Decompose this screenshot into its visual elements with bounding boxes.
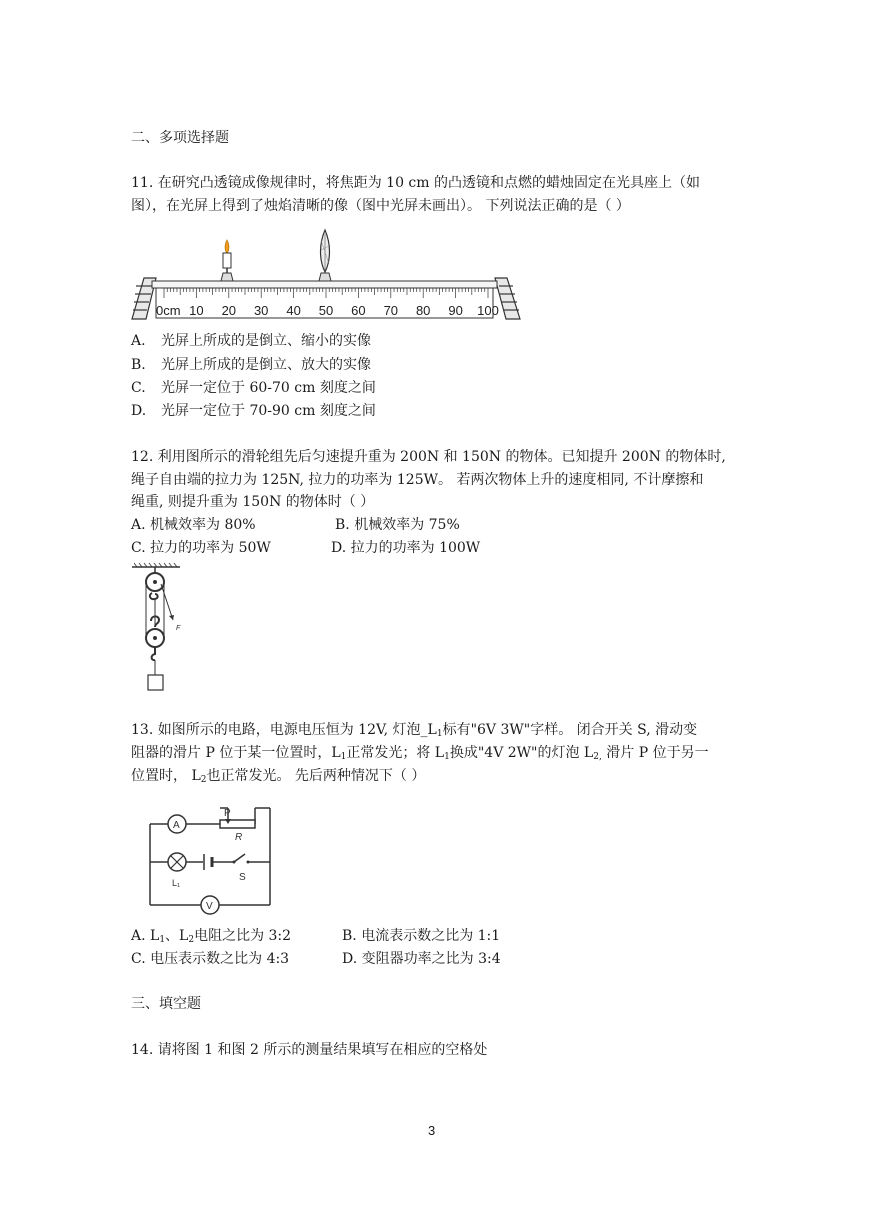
q11-option-b-letter: B. bbox=[131, 357, 146, 373]
q13-sub-l2-a: 2, bbox=[593, 752, 602, 762]
q14-stem: 14. 请将图 1 和图 2 所示的测量结果填写在相应的空格处 bbox=[131, 1042, 488, 1058]
bench-scale-label: 40 bbox=[286, 303, 301, 318]
q13-option-d[interactable]: D. 变阻器功率之比为 3:4 bbox=[342, 951, 501, 967]
bench-scale-label: 80 bbox=[415, 303, 431, 318]
q13-option-a-sub1: 1 bbox=[159, 935, 166, 945]
q13-stem-line3 bbox=[131, 766, 425, 790]
circuit-switch-label: S bbox=[239, 872, 246, 883]
bench-scale-label: 50 bbox=[318, 303, 334, 318]
q12-option-b[interactable]: B. 机械效率为 75% bbox=[335, 517, 460, 533]
q13-stem-line1-b: 标有"6V 3W"字样。 闭合开关 S, 滑动变 bbox=[442, 722, 698, 738]
bench-scale-label: 100 bbox=[477, 303, 499, 318]
q13-option-a-sub2: 2 bbox=[188, 935, 195, 945]
optical-bench-figure bbox=[130, 226, 530, 324]
q12-option-d[interactable]: D. 拉力的功率为 100W bbox=[331, 540, 481, 556]
q13-option-a-post: 电阻之比为 3:2 bbox=[194, 928, 292, 944]
convex-lens bbox=[319, 230, 331, 281]
q11-option-d-text: 光屏一定位于 70-90 cm 刻度之间 bbox=[161, 403, 376, 419]
q12-stem-line1: 12. 利用图所示的滑轮组先后匀速提升重为 200N 和 150N 的物体。已知提升 200N 的物体时, bbox=[131, 449, 726, 465]
pulley-force-label: F bbox=[176, 625, 181, 632]
q11-option-a[interactable] bbox=[131, 331, 371, 351]
pulley-figure bbox=[128, 562, 198, 694]
page-number: 3 bbox=[428, 1123, 436, 1138]
q13-stem-line2 bbox=[131, 743, 709, 767]
q13-stem-line2-c: 换成"4V 2W"的灯泡 L bbox=[449, 745, 594, 761]
bench-scale-label: 90 bbox=[448, 303, 463, 318]
bench-scale-label: 30 bbox=[253, 303, 269, 318]
q13-stem-line1-a: 13. 如图所示的电路，电源电压恒为 12V, 灯泡_L bbox=[131, 722, 437, 738]
bench-rail bbox=[152, 281, 497, 288]
q11-option-b[interactable] bbox=[131, 355, 371, 375]
q13-option-b[interactable]: B. 电流表示数之比为 1:1 bbox=[342, 928, 501, 944]
circuit-voltmeter-label: V bbox=[206, 901, 213, 912]
circuit-lamp-label: L₁ bbox=[172, 878, 181, 888]
q13-sub-l1-c: 1 bbox=[444, 752, 450, 762]
q11-option-c-letter: C. bbox=[131, 380, 146, 396]
section-title-multi-choice: 二、多项选择题 bbox=[131, 130, 229, 146]
q11-option-d-letter: D. bbox=[131, 403, 147, 419]
q13-option-c[interactable]: C. 电压表示数之比为 4:3 bbox=[131, 951, 290, 967]
section-title-fill-blank: 三、填空题 bbox=[131, 996, 201, 1012]
circuit-rheostat-label: R bbox=[235, 832, 243, 843]
q12-option-c[interactable]: C. 拉力的功率为 50W bbox=[131, 540, 271, 556]
bench-scale-label: 20 bbox=[221, 303, 237, 318]
q11-stem-line2: 图），在光屏上得到了烛焰清晰的像（图中光屏未画出）。 下列说法正确的是（ ） bbox=[131, 198, 630, 214]
q11-stem-line1: 11. 在研究凸透镜成像规律时，将焦距为 10 cm 的凸透镜和点燃的蜡烛固定在光具座上（如 bbox=[131, 175, 700, 191]
bench-scale-label: 60 bbox=[351, 303, 366, 318]
q13-stem-line1 bbox=[131, 720, 697, 744]
q11-option-b-text: 光屏上所成的是倒立、放大的实像 bbox=[161, 357, 371, 373]
q13-option-a-pre: A. L bbox=[131, 928, 160, 944]
q13-option-a-mid: 、L bbox=[165, 928, 189, 944]
q13-stem-line2-b: 正常发光；将 L bbox=[346, 745, 445, 761]
q11-option-c[interactable] bbox=[131, 378, 376, 398]
q13-sub-l1-a: 1 bbox=[436, 729, 443, 739]
q13-stem-line2-d: 滑片 P 位于另一 bbox=[601, 745, 709, 761]
q13-sub-l2-b: 2 bbox=[200, 775, 207, 785]
q13-sub-l1-b: 1 bbox=[340, 752, 347, 762]
q11-option-c-text: 光屏一定位于 60-70 cm 刻度之间 bbox=[161, 380, 376, 396]
q13-stem-line3-b: 也正常发光。 先后两种情况下（ ） bbox=[206, 768, 426, 784]
q12-stem-line2: 绳子自由端的拉力为 125N, 拉力的功率为 125W。 若两次物体上升的速度相同, 不计摩擦和 bbox=[131, 472, 704, 488]
circuit-ammeter-label: A bbox=[173, 820, 180, 831]
q13-stem-line3-a: 位置时， L bbox=[131, 768, 201, 784]
candle bbox=[221, 240, 233, 281]
q12-stem-line3: 绳重, 则提升重为 150N 的物体时（ ） bbox=[131, 494, 375, 510]
q12-option-a[interactable]: A. 机械效率为 80% bbox=[131, 517, 256, 533]
bench-scale-label: 70 bbox=[383, 303, 399, 318]
circuit-slider-label: P bbox=[224, 808, 231, 819]
bench-scale-label: 0cm bbox=[156, 303, 181, 318]
q13-stem-line2-a: 阻器的滑片 P 位于某一位置时，L bbox=[131, 745, 341, 761]
q13-option-a[interactable] bbox=[131, 926, 291, 950]
q11-option-a-text: 光屏上所成的是倒立、缩小的实像 bbox=[161, 333, 371, 349]
circuit-figure bbox=[145, 800, 275, 920]
q11-option-d[interactable] bbox=[131, 401, 376, 421]
q11-option-a-letter: A. bbox=[131, 333, 146, 349]
bench-scale-label: 10 bbox=[189, 303, 204, 318]
